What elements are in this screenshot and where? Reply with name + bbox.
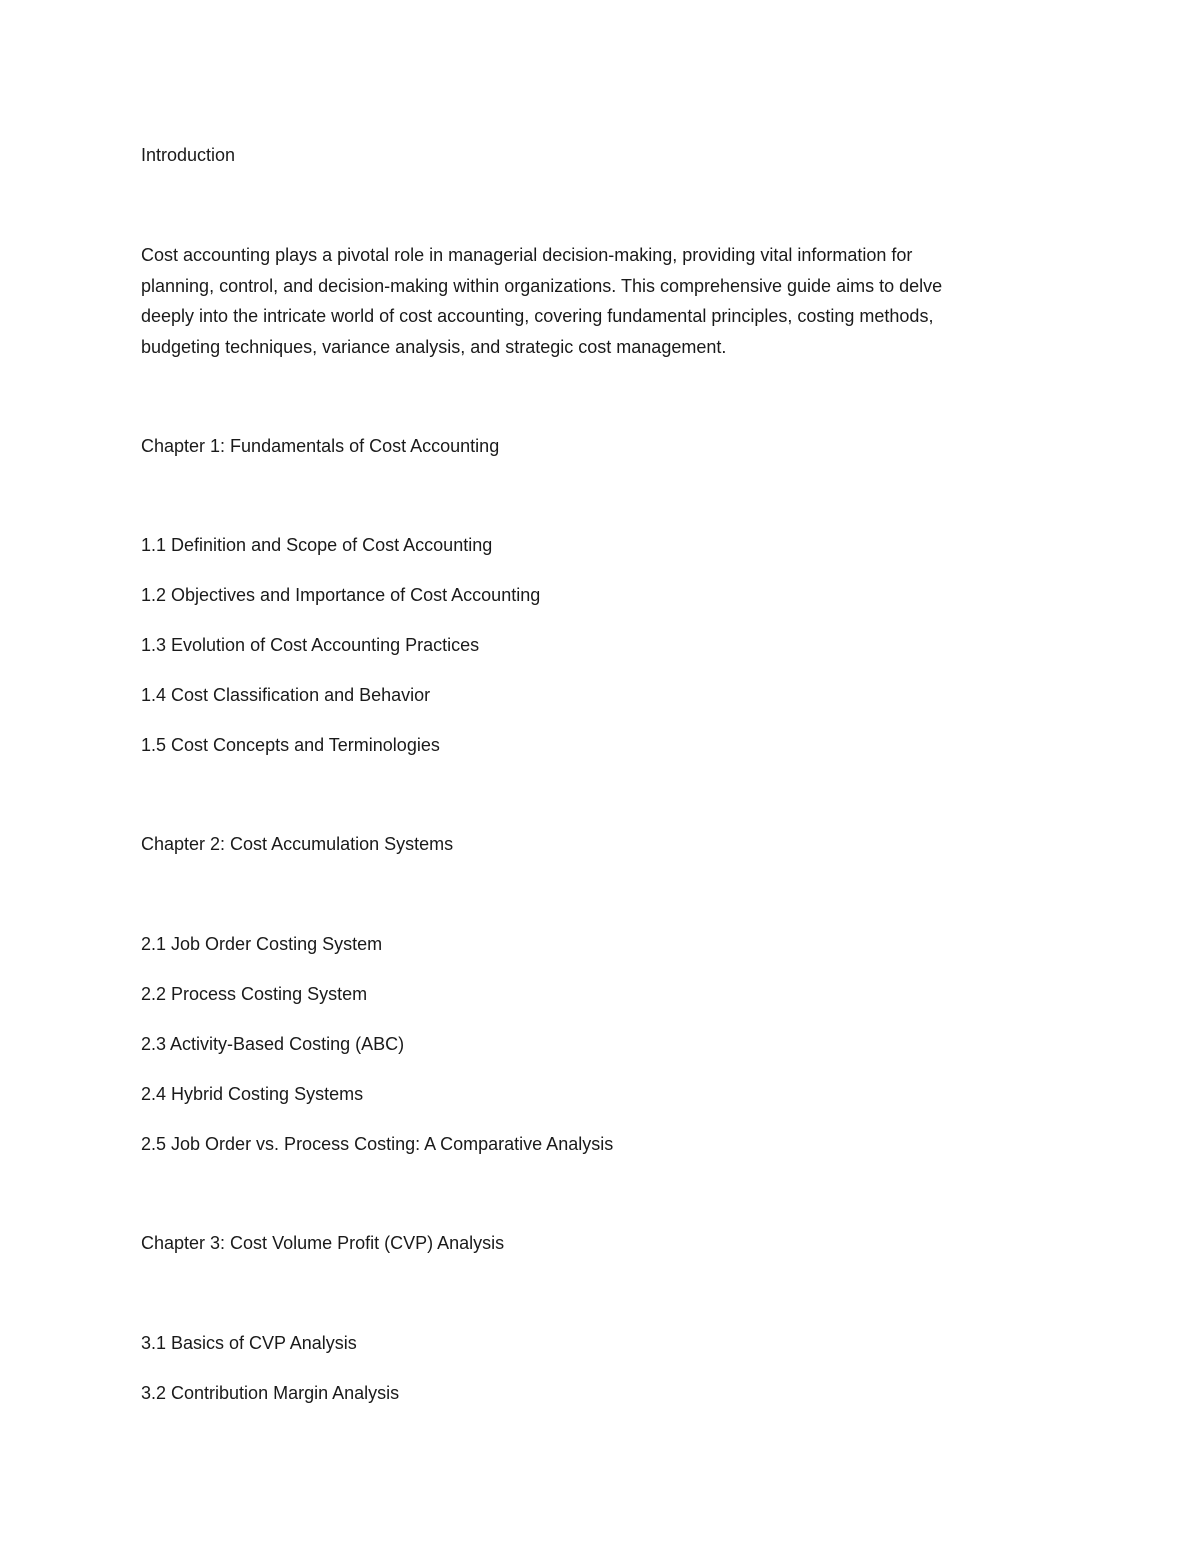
section-item: 1.1 Definition and Scope of Cost Accounting: [141, 535, 493, 555]
intro-line: planning, control, and decision-making within organizations. This comprehensive guide aims to delve: [141, 275, 943, 296]
chapter-2-title: Chapter 2: Cost Accumulation Systems: [141, 834, 454, 854]
section-item: 2.5 Job Order vs. Process Costing: A Comparative Analysis: [141, 1134, 614, 1154]
intro-line: Cost accounting plays a pivotal role in managerial decision-making, providing vital information for: [141, 245, 913, 265]
intro-heading: Introduction: [141, 145, 236, 165]
intro-paragraph: [141, 240, 1041, 362]
section-item: 3.2 Contribution Margin Analysis: [141, 1383, 400, 1403]
section-item: 2.1 Job Order Costing System: [141, 934, 383, 954]
section-item: 2.3 Activity-Based Costing (ABC): [141, 1034, 405, 1054]
chapter-3-title: Chapter 3: Cost Volume Profit (CVP) Analysis: [141, 1233, 505, 1253]
intro-line: deeply into the intricate world of cost accounting, covering fundamental principles, costing methods,: [141, 306, 934, 326]
section-item: 2.2 Process Costing System: [141, 984, 368, 1004]
section-item: 1.5 Cost Concepts and Terminologies: [141, 735, 440, 755]
intro-line: budgeting techniques, variance analysis, and strategic cost management.: [141, 336, 727, 357]
chapter-1-title: Chapter 1: Fundamentals of Cost Accounting: [141, 436, 500, 456]
section-item: 3.1 Basics of CVP Analysis: [141, 1333, 357, 1353]
section-item: 1.2 Objectives and Importance of Cost Accounting: [141, 585, 541, 605]
section-item: 1.3 Evolution of Cost Accounting Practices: [141, 635, 480, 655]
section-item: 1.4 Cost Classification and Behavior: [141, 685, 431, 705]
section-item: 2.4 Hybrid Costing Systems: [141, 1084, 364, 1104]
